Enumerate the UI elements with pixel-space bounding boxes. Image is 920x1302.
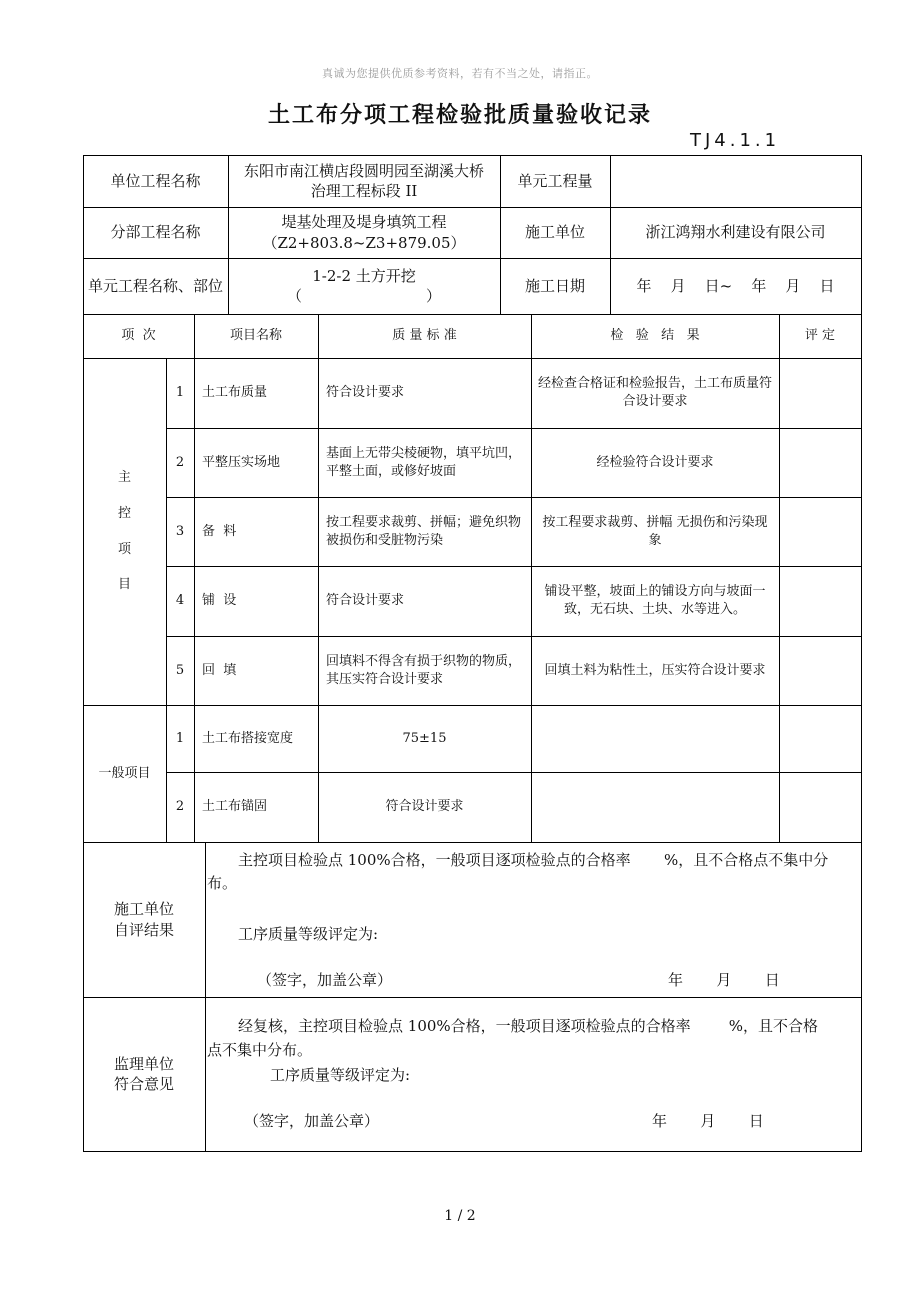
unit-project-label: 单位工程名称 [110, 171, 201, 190]
date-label: 施工日期 [524, 276, 585, 295]
row-standard: 75±15 [402, 730, 447, 746]
self-eval-label-line2: 自评结果 [113, 920, 174, 939]
unit-project-value [228, 155, 500, 207]
supervision-text-line2: 点不集中分布。 [207, 1041, 313, 1059]
row-name: 土工布锚固 [202, 799, 268, 815]
row-no: 2 [175, 799, 185, 815]
row-result [531, 772, 779, 842]
branch-project-label: 分部工程名称 [110, 223, 201, 242]
self-eval-text-line2: 布。 [207, 874, 238, 892]
main-control-char: 项 [117, 541, 131, 557]
row-no: 1 [175, 385, 185, 401]
page-number: 1 / 2 [444, 1208, 476, 1224]
unit-quantity-value [610, 155, 861, 207]
self-eval-label [83, 842, 205, 997]
element-label: 单元工程名称、部位 [87, 276, 223, 295]
supervision-label-line2: 符合意见 [113, 1075, 174, 1093]
self-eval-grade: 工序质量等级评定为: [238, 925, 379, 943]
branch-project-value-line1: 堤基处理及堤身填筑工程 [281, 213, 447, 232]
self-eval-date: 年 月 日 [668, 971, 780, 989]
row-result: 铺设平整，坡面上的铺设方向与坡面一致，无石块、土块、水等进入。 [544, 584, 766, 617]
self-eval-text-line1: 主控项目检验点 100%合格，一般项目逐项检验点的合格率 %，且不合格点不集中分 [238, 851, 829, 869]
row-standard: 符合设计要求 [385, 799, 464, 815]
row-name: 土工布质量 [202, 385, 268, 401]
row-standard: 按工程要求裁剪、拼幅；避免织物被损伤和受脏物污染 [326, 514, 522, 548]
unit-quantity-label: 单元工程量 [517, 171, 593, 190]
main-control-char: 目 [117, 577, 131, 593]
unit-project-value-line2: 治理工程标段 II [310, 182, 418, 200]
element-value-line2: （ ） [287, 287, 441, 305]
row-result: 按工程要求裁剪、拼幅 无损伤和污染现象 [542, 514, 768, 548]
row-result: 经检查合格证和检验报告，土工布质量符合设计要求 [537, 376, 772, 409]
self-eval-sign: （签字，加盖公章） [257, 971, 393, 989]
watermark-text: 真诚为您提供优质参考资料，若有不当之处，请指正。 [322, 67, 598, 80]
date-value: 年 月 日~ 年 月 日 [636, 276, 835, 295]
page-title: 土工布分项工程检验批质量验收记录 [267, 103, 652, 128]
element-value-line1: 1-2-2 土方开挖 [312, 266, 416, 285]
supervision-label [83, 997, 205, 1151]
general-label: 一般项目 [98, 765, 151, 781]
main-control-char: 控 [117, 505, 131, 521]
supervision-date: 年 月 日 [652, 1112, 764, 1130]
supervision-grade: 工序质量等级评定为: [270, 1066, 411, 1084]
self-eval-label-line1: 施工单位 [113, 900, 174, 919]
col-standard: 质 量 标 准 [392, 328, 457, 344]
row-name: 土工布搭接宽度 [202, 730, 294, 746]
row-name: 铺 设 [202, 593, 237, 609]
row-name: 平整压实场地 [202, 454, 281, 470]
element-value [228, 258, 500, 314]
col-name: 项目名称 [229, 328, 282, 344]
unit-project-value-line1: 东阳市南江横店段圆明园至湖溪大桥 [243, 161, 484, 180]
supervision-sign: （签字，加盖公章） [244, 1112, 380, 1130]
row-result: 经检验符合设计要求 [596, 454, 714, 470]
row-standard: 符合设计要求 [326, 593, 405, 609]
row-standard: 符合设计要求 [326, 385, 405, 401]
col-item: 项 次 [121, 328, 156, 344]
row-no: 5 [175, 662, 185, 678]
construction-unit-label: 施工单位 [524, 223, 585, 242]
row-no: 3 [175, 523, 185, 539]
row-name: 备 料 [202, 523, 237, 539]
supervision-label-line1: 监理单位 [113, 1054, 174, 1073]
branch-project-value-line2: （Z2+803.8~Z3+879.05） [262, 233, 466, 252]
branch-project-value [228, 207, 500, 258]
supervision-text-line1: 经复核，主控项目检验点 100%合格，一般项目逐项检验点的合格率 %，且不合格 [238, 1017, 819, 1035]
row-standard: 回填料不得含有损于织物的物质，其压实符合设计要求 [326, 653, 522, 687]
main-control-char: 主 [117, 470, 131, 486]
construction-unit-value: 浙江鸿翔水利建设有限公司 [645, 223, 826, 242]
form-code: TJ4.1.1 [690, 130, 781, 151]
row-standard: 基面上无带尖棱硬物，填平坑凹，平整土面，或修好坡面 [326, 445, 522, 479]
row-no: 4 [175, 593, 185, 609]
row-name: 回 填 [202, 662, 237, 678]
row-result [531, 705, 779, 772]
row-result: 回填土料为粘性土，压实符合设计要求 [544, 662, 766, 678]
row-no: 2 [175, 454, 185, 470]
col-result: 检 验 结 果 [610, 328, 700, 344]
main-control-label [83, 358, 166, 705]
col-rating: 评 定 [804, 328, 836, 344]
row-no: 1 [175, 730, 185, 746]
